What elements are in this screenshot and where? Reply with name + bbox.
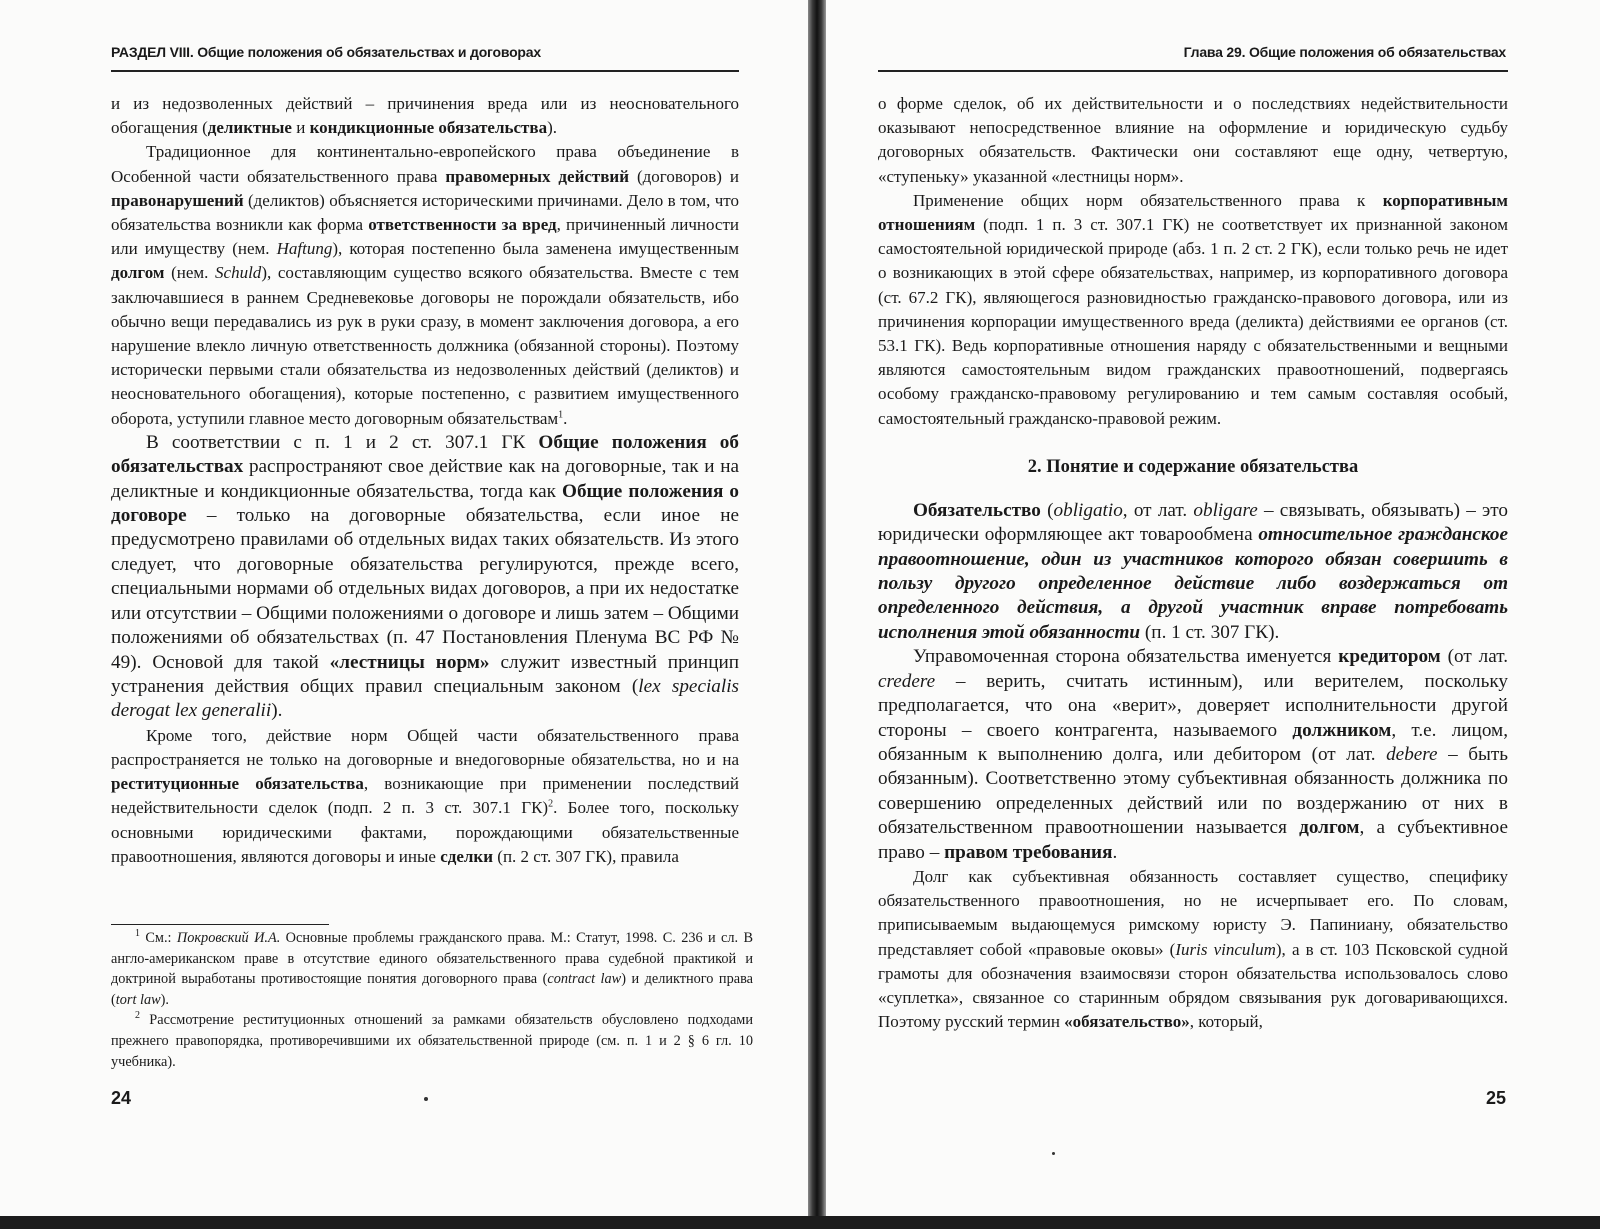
footnote-2: $^2$ Рассмотрение реституционных отношений за рамками обязательств обусловлено подходами прежнего правопорядка, противоречившими их обязательственной природе (см. п. 1 и 2 § 6 гл. 10 учебника).	[111, 1010, 753, 1070]
right-page-number: 25	[1485, 1088, 1506, 1108]
right-text-column	[878, 92, 1508, 1034]
footnote-1: $^1$ См.: Покровский И.А. Основные проблемы гражданского права. М.: Статут, 1998. С. 236 и сл. В англо-американском праве в отсутствие единого обязательственного права судебной практикой и доктриной выработаны противостоящие понятия договорного права (contract law) и деликтного права (tort law).	[111, 928, 754, 1008]
scan-speck	[424, 1097, 428, 1101]
footnotes	[111, 928, 753, 1072]
book-spine	[808, 0, 826, 1229]
right-paragraph-3: Обязательство (obligatio, от лат. obligare – связывать, обязывать) – это юридически оформляющее акт товарообмена относительное гражданское правоотношение, один из участников которого обязан совершить в пользу другого определенное действие либо воздержаться от определенного действия, а другой участник вправе потребовать исполнения этой обязанности (п. 1 ст. 307 ГК).	[878, 499, 1509, 643]
left-header-rule	[111, 70, 739, 72]
right-paragraph-4: Управомоченная сторона обязательства именуется кредитором (от лат. credere – верить, считать истинным), или верителем, поскольку предполагается, что она «верит», доверяет исполнительности другой стороны – своего контрагента, называемого должником, т.е. лицом, обязанным к выполнению долга, или дебитором (от лат. debere – быть обязанным). Соответственно этому субъективная обязанность должника по совершению определенных действий или по воздержанию от них в обязательственном правоотношении называется долгом, а субъективное право – правом требования.	[878, 646, 1509, 863]
right-paragraph-5: Долг как субъективная обязанность составляет существо, специфику обязательственного правоотношения, но не исчерпывает его. По словам, приписываемым выдающемуся римскому юристу Э. Папиниану, обязательство представляет собой «правовые оковы» (Iuris vinculum), а в ст. 103 Псковской судной грамоты для обозначения взаимосвязи сторон обязательства использовалось слово «суплетка», связанное со старинным обрядом связывания рук договаривающихся. Поэтому русский термин «обязательство», который,	[878, 866, 1508, 1032]
right-paragraph-2: Применение общих норм обязательственного права к корпоративным отношениям (подп. 1 п. 3 ст. 307.1 ГК) не соответствует их признанной законом самостоятельной юридической природе (абз. 1 п. 2 ст. 2 ГК), если только речь не идет о возникающих в этой сфере обязательствах, например, из корпоративного договора (ст. 67.2 ГК), являющегося разновидностью гражданско-правового договора, или из причинения корпорации имущественного вреда (деликта) действиями ее органов (ст. 53.1 ГК). Ведь корпоративные отношения наряду с обязательственными и вещными являются самостоятельным видом гражданских правоотношений, подвергаясь особому гражданско-правовому регулированию и тем самым составляя особый, самостоятельный гражданско-правовой режим.	[878, 190, 1508, 428]
right-running-head: Глава 29. Общие положения об обязательствах	[1183, 44, 1506, 60]
left-text-column	[111, 92, 739, 869]
left-paragraph-2: Традиционное для континентально-европейского права объединение в Особенной части обязательственного права правомерных действий (договоров) и правонарушений (деликтов) объясняется историческими причинами. Дело в том, что обязательства возникли как форма ответственности за вред, причиненный личности или имуществу (нем. Haftung), которая постепенно была заменена имущественным долгом (нем. Schuld), составляющим существо всякого обязательства. Вместе с тем заключавшиеся в раннем Средневековье договоры не порождали обязательств, ибо обычно вещи передавались из рук в руки сразу, в момент заключения договора, а его нарушение влекло личную ответственность должника (обязанной стороны). Поэтому исторически первыми стали обязательства из недозволенных действий (деликтов) и неосновательного обогащения), которые постепенно, с развитием имущественного оборота, уступили главное место договорным обязательствам$^1$.	[111, 142, 740, 428]
right-header-rule	[878, 70, 1508, 72]
left-paragraph-4: Кроме того, действие норм Общей части обязательственного права распространяется не только на договорные и внедоговорные обязательства, но и на реституционные обязательства, возникающие при применении последствий недействительности сделок (подп. 2 п. 3 ст. 307.1 ГК)$^2$. Более того, поскольку основными юридическими фактами, порождающими обязательственные правоотношения, являются договоры и иные сделки (п. 2 ст. 307 ГК), правила	[111, 725, 739, 866]
right-paragraph-1: о форме сделок, об их действительности и о последствиях недействительности оказывают непосредственное влияние на оформление и юридическую судьбу договорных обязательств. Фактически они составляют еще одну, четвертую, «ступеньку» указанной «лестницы норм».	[878, 94, 1508, 186]
scan-speck	[1052, 1152, 1055, 1155]
footnote-ref-1: 1	[558, 408, 564, 420]
footnote-separator	[111, 924, 329, 925]
footnote-ref-2: 2	[548, 798, 554, 810]
left-running-head: РАЗДЕЛ VIII. Общие положения об обязательствах и договорах	[111, 44, 541, 60]
left-paragraph-1: и из недозволенных действий – причинения вреда или из неосновательного обогащения (деликтные и кондикционные обязательства).	[111, 94, 739, 138]
section-heading: 2. Понятие и содержание обязательства	[1027, 456, 1359, 477]
scan-bottom-edge	[0, 1216, 1600, 1229]
left-page-number: 24	[111, 1088, 132, 1108]
left-paragraph-3: В соответствии с п. 1 и 2 ст. 307.1 ГК Общие положения об обязательствах распространяют свое действие как на договорные, так и на деликтные и кондикционные обязательства, тогда как Общие положения о договоре – только на договорные обязательства, если иное не предусмотрено правилами об отдельных видах таких обязательств. Из этого следует, что договорные обязательства регулируются, прежде всего, специальными нормами об отдельных видах договоров, а при их недостатке или отсутствии – Общими положениями о договоре и лишь затем – Общими положениями об обязательствах (п. 47 Постановления Пленума ВС РФ № 49). Основой для такой «лестницы норм» служит известный принцип устранения действия общих правил специальным законом (lex specialis derogat lex generalii).	[111, 431, 740, 722]
